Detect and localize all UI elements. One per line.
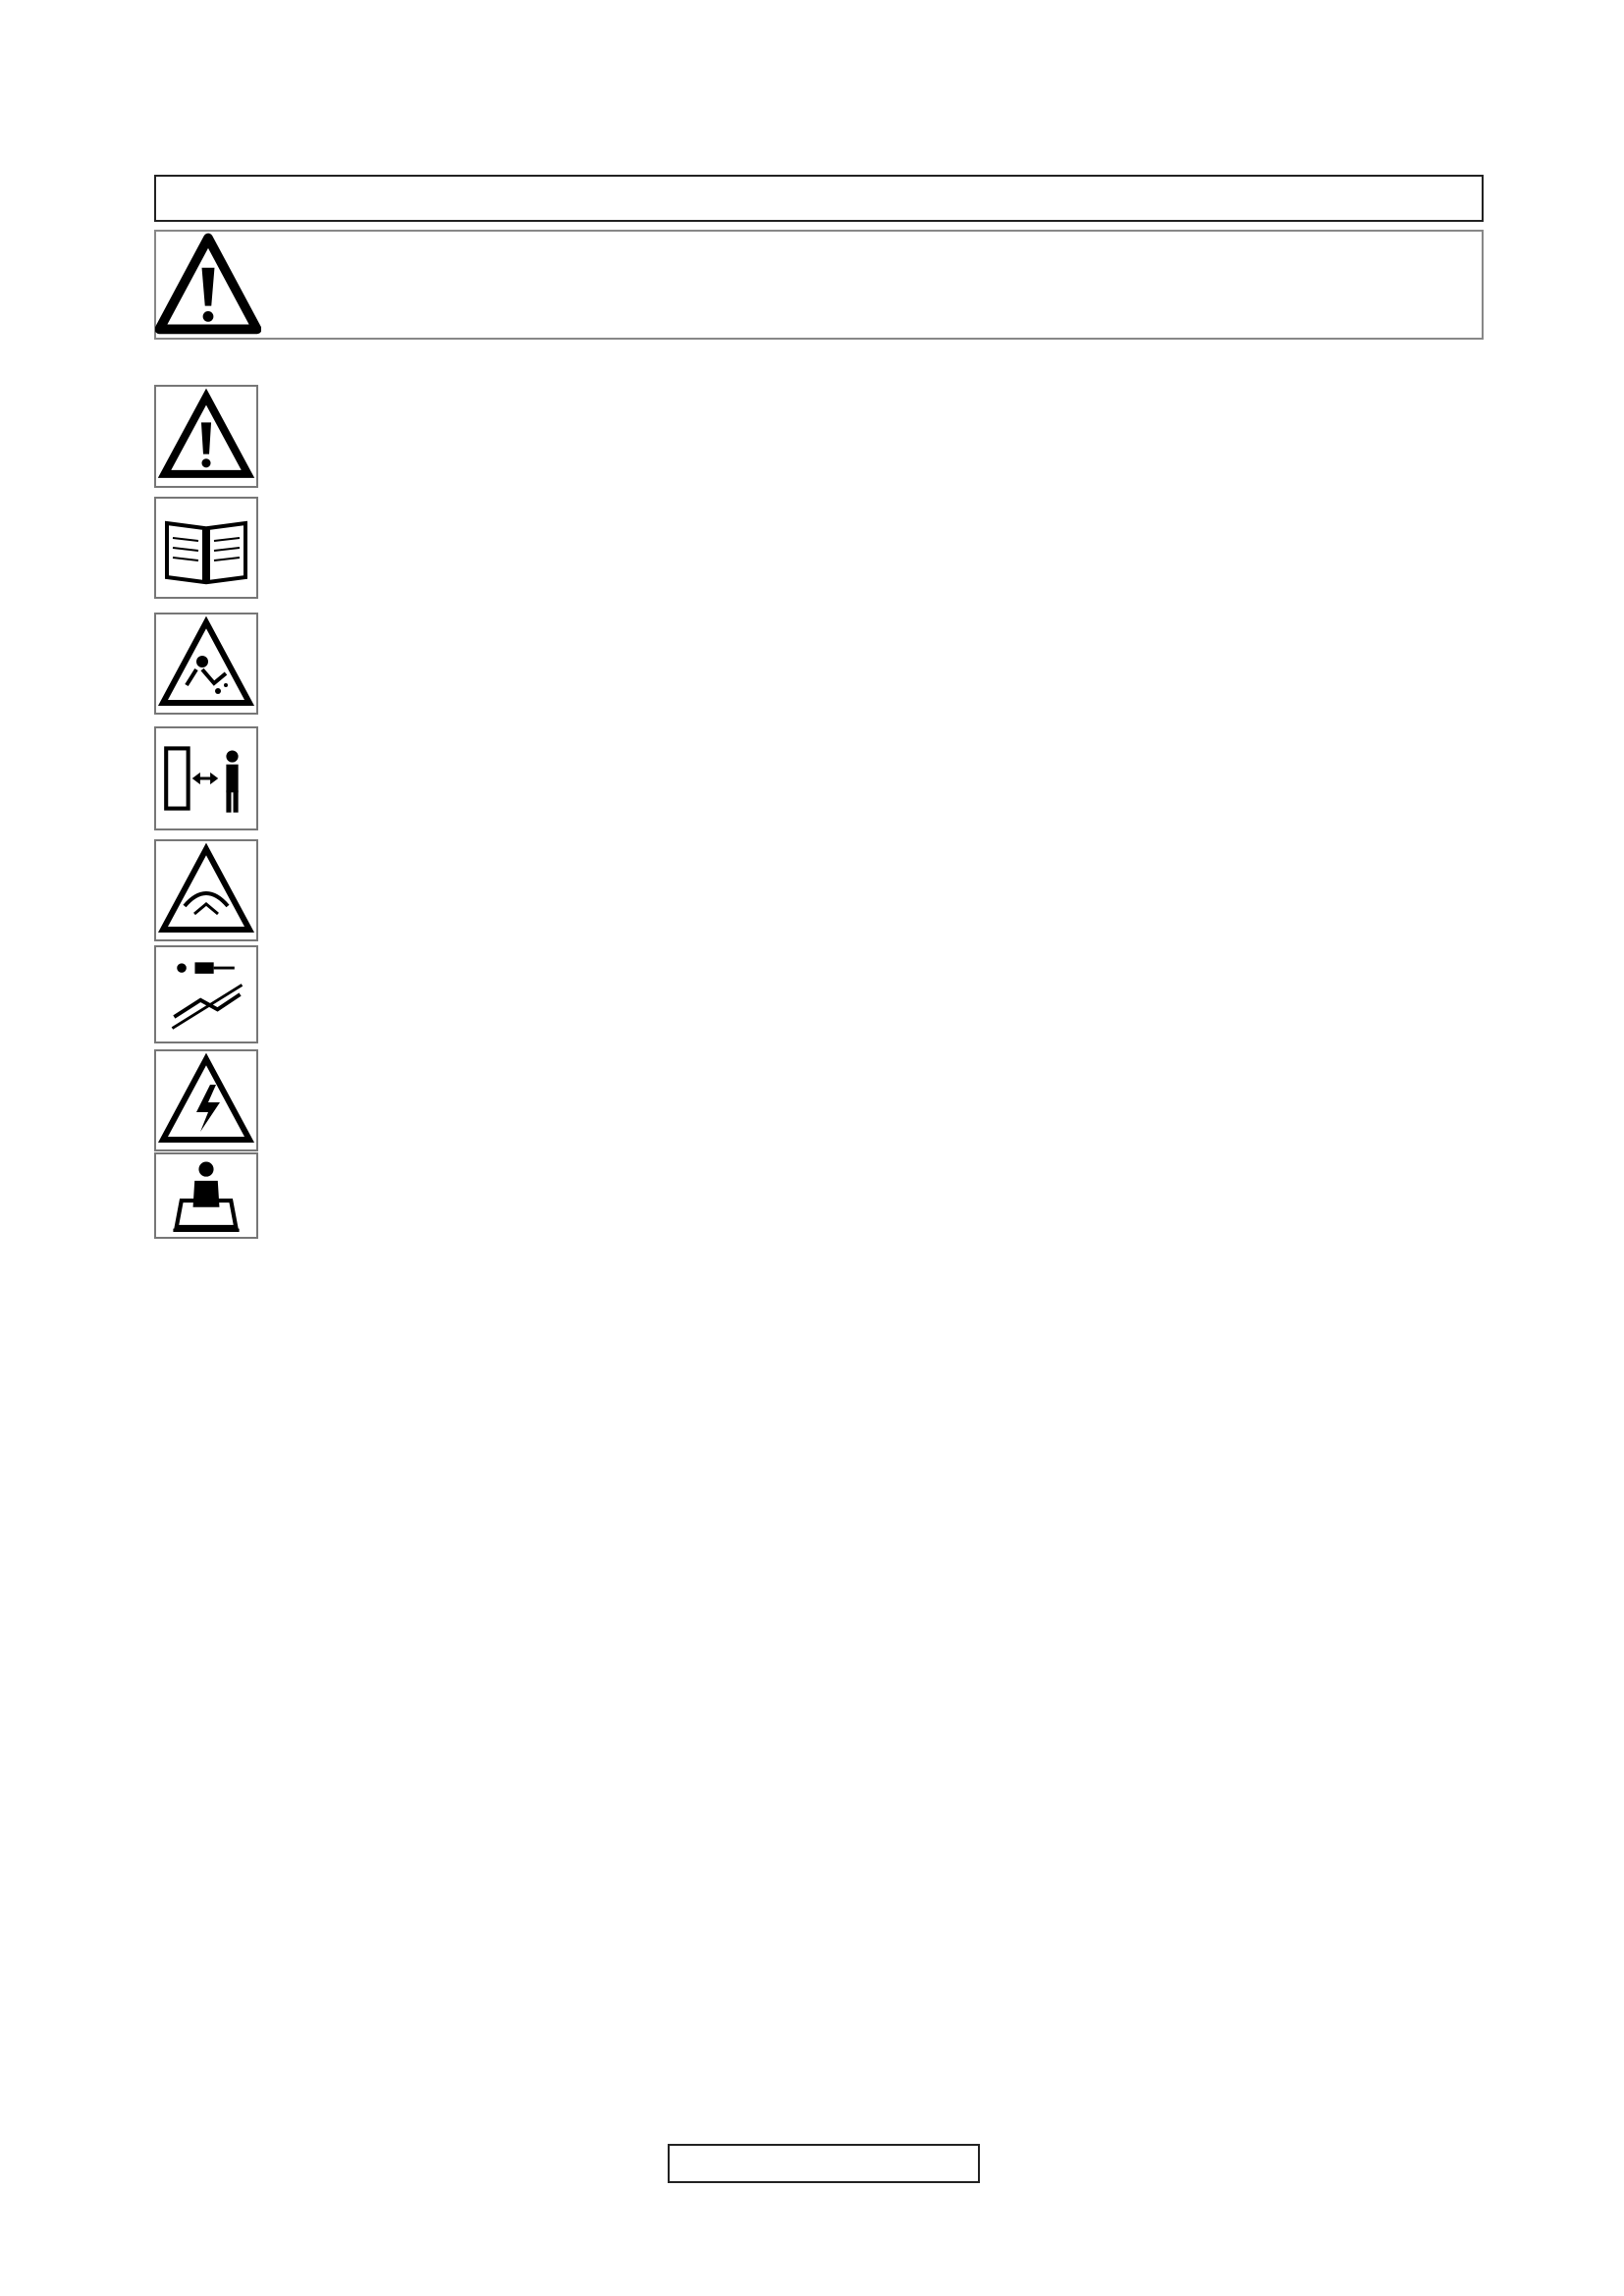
electric-shock-icon <box>154 1049 258 1151</box>
keep-distance-icon <box>154 726 258 830</box>
page-title <box>154 175 1484 222</box>
sharp-blades-icon <box>154 839 258 941</box>
warning-triangle-icon <box>155 232 261 338</box>
operator-icon <box>154 1152 258 1239</box>
warning-box <box>154 230 1484 340</box>
warning-triangle-icon <box>154 385 258 488</box>
unplug-icon <box>154 945 258 1043</box>
flying-stones-icon <box>154 613 258 715</box>
page-footer <box>668 2144 980 2183</box>
instruction-book-icon <box>154 497 258 599</box>
